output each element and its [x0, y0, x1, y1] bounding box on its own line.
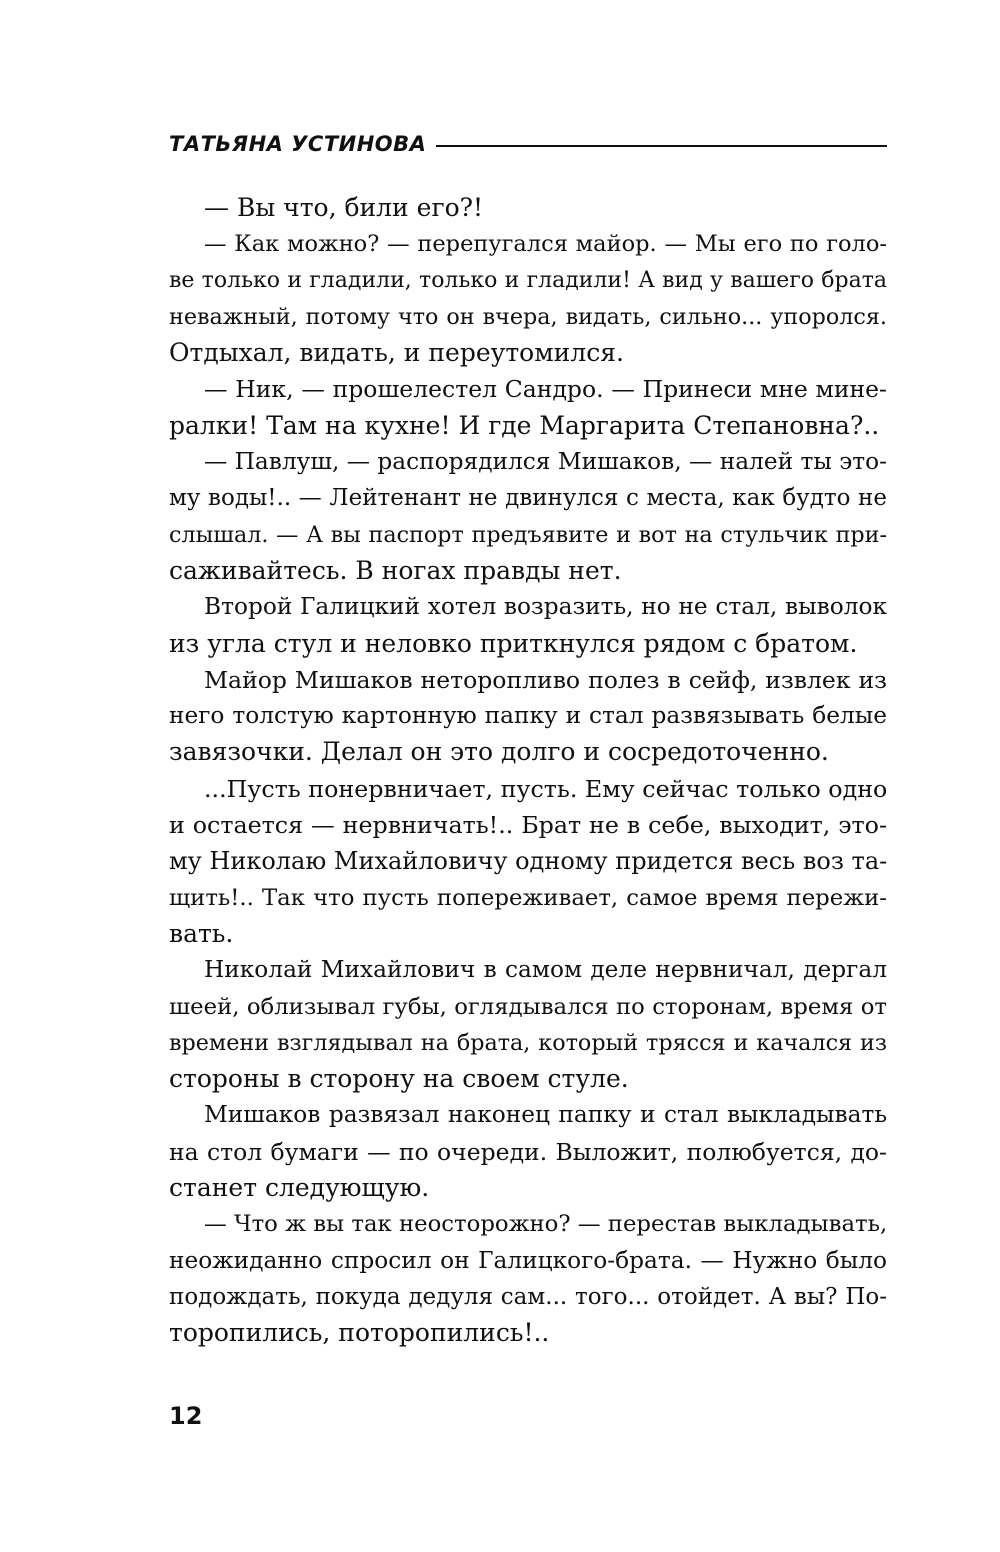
text-line: Николай Михайлович в самом деле нервничал, дергал	[204, 956, 887, 984]
text-line: щить!.. Так что пусть попереживает, самое время пережи-	[169, 884, 887, 911]
text-line: — Ник, — прошелестел Сандро. — Принеси мне мине-	[204, 375, 887, 404]
text-line: — Вы что, били его?!	[204, 193, 484, 222]
text-line: слышал. — А вы паспорт предъявите и вот на стульчик при-	[169, 521, 887, 548]
text-line: из угла стул и неловко приткнулся рядом с братом.	[169, 628, 858, 658]
text-line: му Николаю Михайловичу одному придется весь воз та-	[169, 847, 888, 876]
page-number: 12	[169, 1402, 203, 1430]
text-line: и остается — нервничать!.. Брат не в себе, выходит, это-	[169, 811, 887, 840]
text-line: саживайтесь. В ногах правды нет.	[169, 555, 622, 585]
text-line: ве только и гладили, только и гладили! А вид у вашего брата	[169, 267, 887, 293]
text-line: Мишаков развязал наконец папку и стал выкладывать	[204, 1101, 887, 1129]
text-line: му воды!.. — Лейтенант не двинулся с места, как будто не	[169, 485, 887, 512]
header-rule	[436, 145, 887, 147]
text-line: — Как можно? — перепугался майор. — Мы его по голо-	[204, 231, 887, 258]
text-line: Отдыхал, видать, и переутомился.	[169, 338, 624, 368]
text-line: — Павлуш, — распорядился Мишаков, — налей ты это-	[204, 448, 887, 476]
text-line: завязочки. Делал он это долго и сосредоточенно.	[169, 737, 829, 767]
text-line: ...Пусть понервничает, пусть. Ему сейчас только одно	[204, 774, 888, 803]
text-line: торопились, поторопились!..	[169, 1318, 550, 1348]
text-line: Майор Мишаков неторопливо полез в сейф, извлек из	[204, 665, 887, 694]
text-line: подождать, покуда дедуля сам... того... отойдет. А вы? По-	[169, 1283, 887, 1310]
text-line: времени взглядывал на брата, который трясся и качался из	[169, 1029, 887, 1056]
text-line: — Что ж вы так неосторожно? — перестав выкладывать,	[204, 1211, 888, 1238]
text-line: станет следующую.	[169, 1173, 430, 1203]
text-line: него толстую картонную папку и стал развязывать белые	[169, 702, 887, 730]
text-line: неважный, потому что он вчера, видать, сильно... упоролся.	[169, 303, 887, 330]
text-line: на стол бумаги — по очереди. Выложит, полюбуется, до-	[169, 1137, 887, 1166]
text-line: неожиданно спросил он Галицкого-брата. — Нужно было	[169, 1246, 887, 1274]
text-line: шеей, облизывал губы, оглядывался по сторонам, время от	[169, 993, 887, 1020]
text-line: Второй Галицкий хотел возразить, но не стал, выволок	[204, 593, 887, 621]
header-author: ТАТЬЯНА УСТИНОВА	[169, 132, 427, 156]
text-line: ралки! Там на кухне! И где Маргарита Степановна?..	[169, 410, 880, 440]
body-text	[169, 190, 887, 1352]
running-header	[169, 124, 887, 164]
text-line: вать.	[169, 918, 234, 948]
text-line: стороны в сторону на своем стуле.	[169, 1064, 629, 1094]
